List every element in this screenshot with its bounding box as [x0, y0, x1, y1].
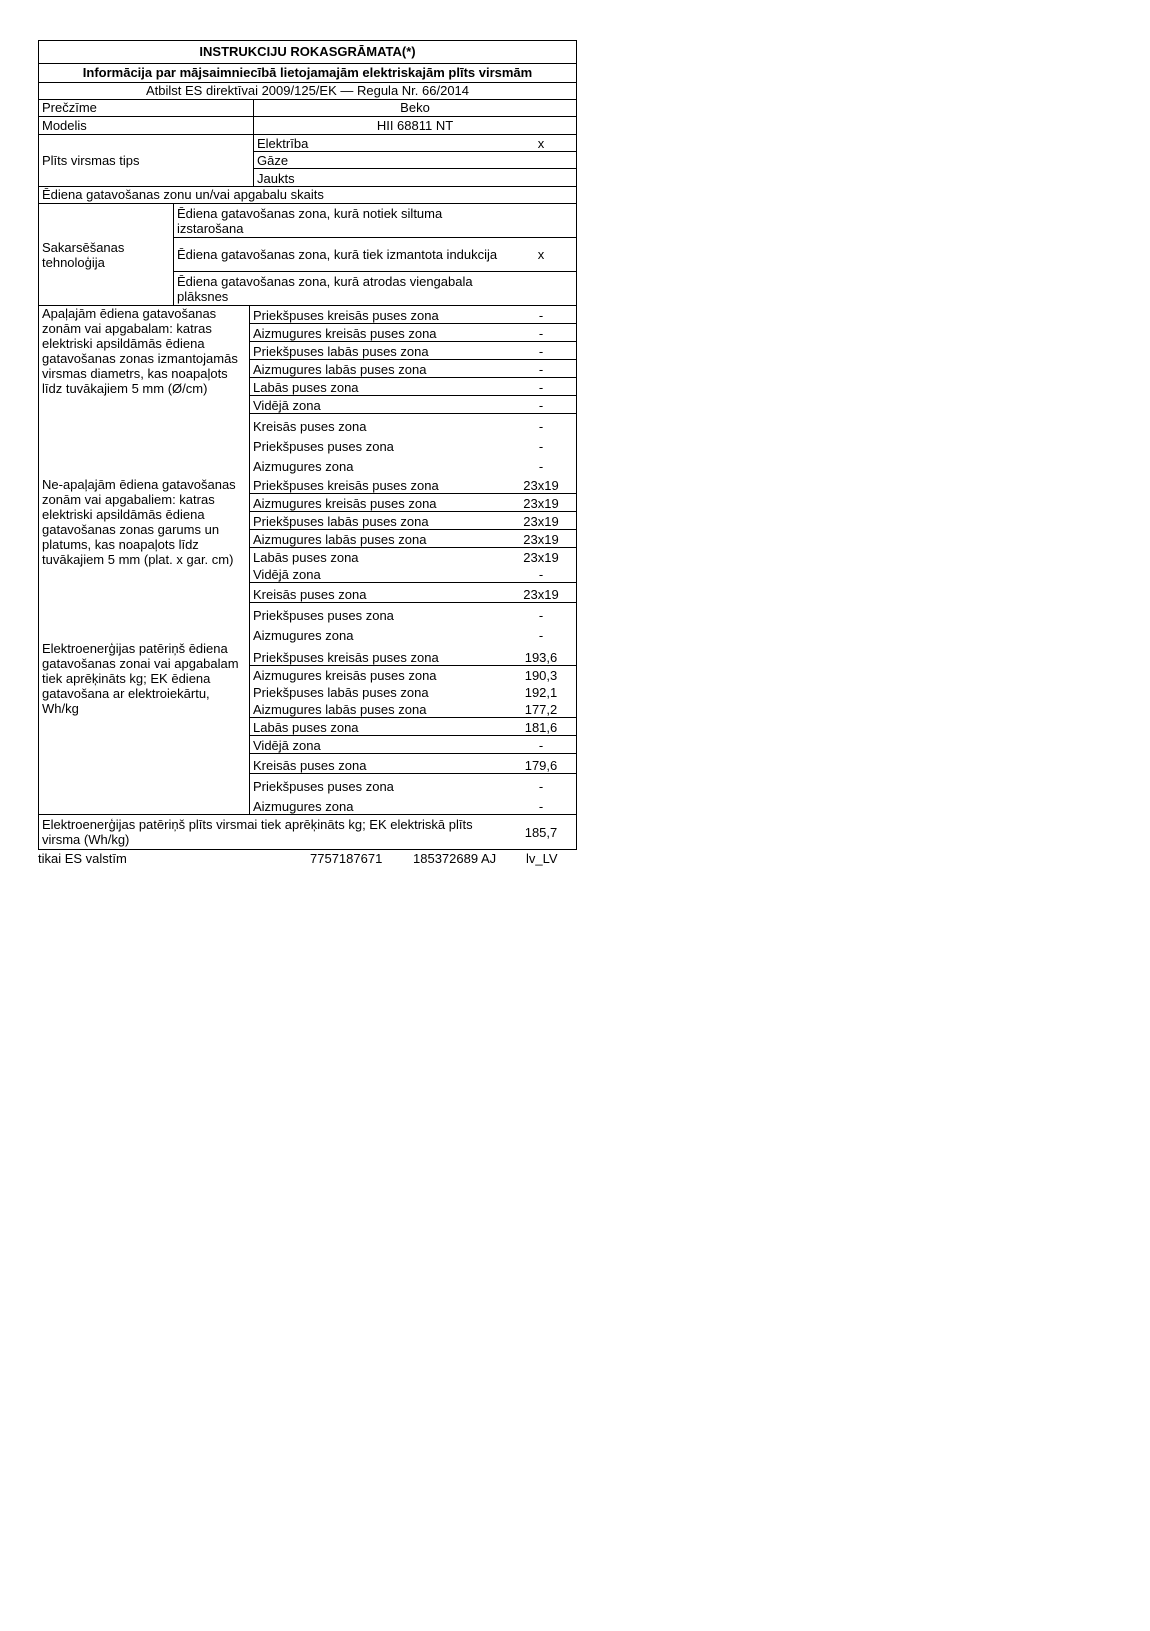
zone-value: - [538, 326, 544, 341]
heating-options [173, 204, 576, 305]
zone-label: Aizmugures zona [253, 459, 354, 474]
zone-label: Priekšpuses kreisās puses zona [253, 478, 439, 493]
zone-value: - [538, 362, 544, 377]
zone-label: Priekšpuses labās puses zona [253, 514, 429, 529]
zone-value: - [538, 419, 544, 434]
hob-type-option-label: Jaukts [257, 171, 295, 186]
round-zone-row [250, 434, 576, 454]
zones-labels-column [39, 306, 249, 814]
footer-code-1: 7757187671 [310, 851, 383, 866]
hob-type-options [253, 135, 576, 186]
zone-value: 177,2 [524, 702, 558, 717]
hob-type-option-label: Gāze [257, 153, 289, 168]
hob-type-option-label: Elektrība [257, 136, 309, 151]
zone-value: - [538, 779, 544, 794]
zone-label: Priekšpuses kreisās puses zona [253, 308, 439, 323]
nonround-zone-row [250, 474, 576, 493]
energy-zone-row [250, 643, 576, 666]
zone-value: 23x19 [523, 550, 559, 565]
zone-label: Aizmugures kreisās puses zona [253, 326, 437, 341]
round-zone-row [250, 396, 576, 414]
trademark-row [39, 100, 576, 117]
energy-zones-label: Elektroenerģijas patēriņš ēdiena gatavošanas zonai vai apgabalam tiek aprēķināts kg; EK ēdiena gatavošana ar elektroiekārtu, Wh/kg [42, 641, 239, 716]
trademark-value: Beko [253, 100, 576, 116]
energy-zone-row [250, 718, 576, 736]
zone-label: Priekšpuses puses zona [253, 439, 394, 454]
zone-label: Aizmugures kreisās puses zona [253, 496, 437, 511]
zone-label: Priekšpuses puses zona [253, 608, 394, 623]
energy-zone-row [250, 683, 576, 700]
document-title: INSTRUKCIJU ROKASGRĀMATA(*) [39, 41, 576, 64]
heating-option-label: Ēdiena gatavošanas zona, kurā notiek siltuma izstarošana [177, 205, 443, 236]
nonround-zone-row [250, 512, 576, 530]
zone-label: Vidējā zona [253, 398, 321, 413]
fiche-table [38, 40, 577, 850]
zone-label: Aizmugures zona [253, 799, 354, 814]
energy-zone-row [250, 754, 576, 774]
energy-hob-label: Elektroenerģijas patēriņš plīts virsmai tiek aprēķināts kg; EK elektriskā plīts virsma (Wh/kg) [42, 817, 473, 847]
directive-line: Atbilst ES direktīvai 2009/125/EK — Regula Nr. 66/2014 [39, 83, 576, 100]
zone-label: Priekšpuses labās puses zona [253, 344, 429, 359]
zone-value: - [538, 459, 544, 474]
zone-label: Aizmugures zona [253, 628, 354, 643]
round-zone-row [250, 306, 576, 324]
zone-label: Kreisās puses zona [253, 758, 367, 773]
footer-code-2: 185372689 AJ [413, 851, 497, 866]
zone-value: - [538, 608, 544, 623]
heating-option [174, 272, 576, 305]
zone-label: Labās puses zona [253, 550, 359, 565]
energy-zone-row [250, 736, 576, 754]
hob-type-option [254, 152, 576, 169]
hob-type-label: Plīts virsmas tips [42, 153, 140, 168]
round-zone-row [250, 378, 576, 396]
nonround-zone-row [250, 623, 576, 643]
heating-option [174, 204, 576, 238]
heating-label: Sakarsēšanas tehnoloģija [42, 239, 125, 270]
zone-value: 193,6 [524, 650, 558, 665]
energy-zone-row [250, 774, 576, 794]
hob-type-option [254, 135, 576, 152]
zone-value: 23x19 [523, 478, 559, 493]
product-fiche [38, 40, 577, 850]
nonround-zone-row [250, 530, 576, 548]
energy-hob-value: 185,7 [524, 824, 558, 840]
round-zone-row [250, 454, 576, 474]
heating-option-label: Ēdiena gatavošanas zona, kurā atrodas viengabala plāksnes [177, 273, 473, 304]
document-subtitle: Informācija par mājsaimniecībā lietojamajām elektriskajām plīts virsmām [39, 64, 576, 83]
zone-value: - [538, 799, 544, 814]
footer-locale: lv_LV [526, 851, 558, 866]
nonround-zone-row [250, 583, 576, 603]
zone-label: Aizmugures labās puses zona [253, 702, 427, 717]
zone-label: Labās puses zona [253, 720, 359, 735]
footer-note: tikai ES valstīm [38, 851, 127, 866]
zone-value: 23x19 [523, 496, 559, 511]
nonround-zones-label: Ne-apaļajām ēdiena gatavošanas zonām vai apgabaliem: katras elektriski apsildāmās ēdiena gatavošanas zonas garums un platums, kas noapaļots līdz tuvākajiem 5 mm (plat. x gar. cm) [42, 477, 236, 567]
energy-zone-row [250, 666, 576, 683]
zone-value: 23x19 [523, 587, 559, 602]
model-value: HII 68811 NT [253, 117, 576, 134]
zone-label: Aizmugures kreisās puses zona [253, 668, 437, 683]
zone-label: Kreisās puses zona [253, 419, 367, 434]
nonround-zone-row [250, 603, 576, 623]
zone-label: Aizmugures labās puses zona [253, 362, 427, 377]
zones-values-column [249, 306, 576, 814]
zone-label: Labās puses zona [253, 380, 359, 395]
energy-zone-row [250, 794, 576, 814]
zone-value: - [538, 398, 544, 413]
model-row [39, 117, 576, 135]
hob-type-option-value: x [537, 136, 545, 151]
zone-value: - [538, 380, 544, 395]
zones-section [39, 306, 576, 815]
trademark-label: Prečzīme [42, 100, 97, 115]
zone-label: Vidējā zona [253, 738, 321, 753]
model-label: Modelis [42, 118, 87, 133]
zone-label: Kreisās puses zona [253, 587, 367, 602]
hob-type-option [254, 169, 576, 186]
zone-count-row: Ēdiena gatavošanas zonu un/vai apgabalu skaits [39, 187, 576, 204]
round-zone-row [250, 342, 576, 360]
zone-value: 23x19 [523, 514, 559, 529]
zone-label: Priekšpuses puses zona [253, 779, 394, 794]
nonround-zone-row [250, 565, 576, 583]
round-zone-row [250, 360, 576, 378]
zone-value: 190,3 [524, 668, 558, 683]
zone-value: - [538, 344, 544, 359]
zone-label: Priekšpuses labās puses zona [253, 685, 429, 700]
zone-value: - [538, 738, 544, 753]
energy-hob-row [39, 815, 576, 850]
round-zone-row [250, 324, 576, 342]
round-zones-label: Apaļajām ēdiena gatavošanas zonām vai apgabalam: katras elektriski apsildāmās ēdiena gatavošanas zonas izmantojamās virsmas diametrs, kas noapaļots līdz tuvākajiem 5 mm (Ø/cm) [42, 306, 238, 396]
round-zone-row [250, 414, 576, 434]
zone-value: - [538, 439, 544, 454]
heating-option-value: x [537, 247, 545, 262]
zone-label: Aizmugures labās puses zona [253, 532, 427, 547]
hob-type-row [39, 135, 576, 187]
heating-option [174, 238, 576, 272]
zone-value: - [538, 308, 544, 323]
zone-label: Priekšpuses kreisās puses zona [253, 650, 439, 665]
heating-option-label: Ēdiena gatavošanas zona, kurā tiek izmantota indukcija [177, 247, 498, 262]
zone-label: Vidējā zona [253, 567, 321, 582]
heating-row [39, 204, 576, 306]
zone-value: 181,6 [524, 720, 558, 735]
energy-zone-row [250, 700, 576, 718]
nonround-zone-row [250, 493, 576, 512]
footer [38, 851, 577, 867]
zone-value: 23x19 [523, 532, 559, 547]
nonround-zone-row [250, 548, 576, 565]
zone-value: - [538, 567, 544, 582]
zone-value: 192,1 [524, 685, 558, 700]
zone-value: - [538, 628, 544, 643]
zone-value: 179,6 [524, 758, 558, 773]
